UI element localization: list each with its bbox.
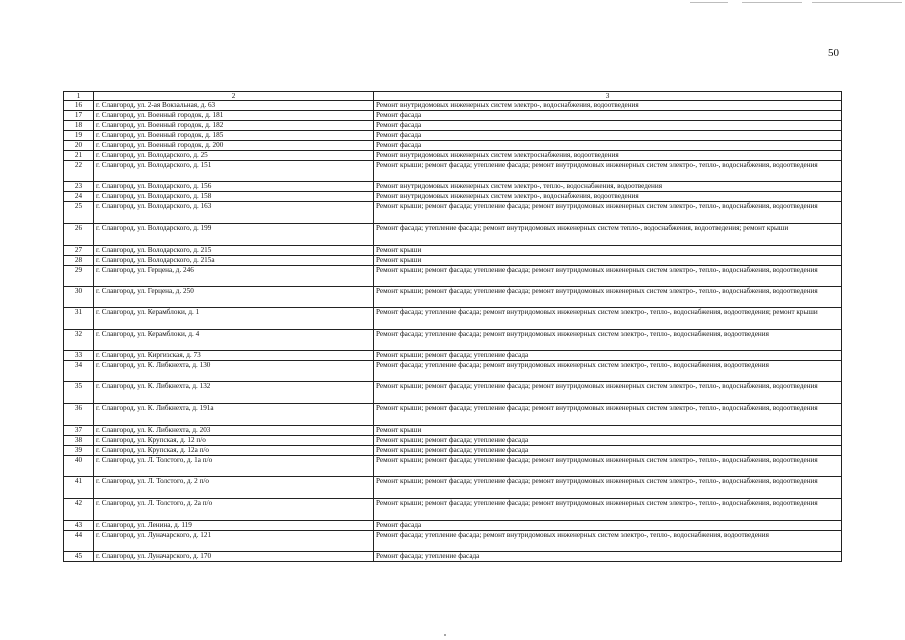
top-rule-right (812, 2, 902, 3)
work-description-cell: Ремонт крыши; ремонт фасада; утепление фасада; ремонт внутридомовых инженерных систем электро-, тепло-, водоснабжения, водоотведения (374, 499, 842, 521)
work-description-cell: Ремонт фасада; утепление фасада (374, 552, 842, 562)
row-number-cell: 21 (64, 151, 94, 161)
row-number-cell: 30 (64, 287, 94, 308)
work-description-cell: Ремонт фасада; утепление фасада; ремонт внутридомовых инженерных систем электро-, тепло-, водоснабжения, водоотведения (374, 330, 842, 351)
address-cell: г. Славгород, ул. Военный городок, д. 181 (94, 111, 374, 121)
table-row (64, 382, 842, 404)
work-description-cell: Ремонт фасада (374, 111, 842, 121)
row-number-cell: 40 (64, 456, 94, 477)
address-cell: г. Славгород, ул. К. Либкнехта, д. 132 (94, 382, 374, 404)
row-number-cell: 16 (64, 101, 94, 111)
work-description-cell: Ремонт фасада; утепление фасада; ремонт внутридомовых инженерных систем электро-, тепло-, водоснабжения, водоотведения; ремонт крыши (374, 308, 842, 330)
work-description-cell: Ремонт фасада; утепление фасада; ремонт внутридомовых инженерных систем электро-, тепло-, водоснабжения, водоотведения (374, 531, 842, 552)
table-row (64, 426, 842, 436)
address-cell: г. Славгород, ул. К. Либкнехта, д. 191а (94, 404, 374, 426)
table-row (64, 521, 842, 531)
address-cell: г. Славгород, ул. Герцена, д. 246 (94, 266, 374, 287)
work-description-cell: Ремонт фасада (374, 121, 842, 131)
table-row (64, 361, 842, 382)
table-row (64, 121, 842, 131)
address-cell: г. Славгород, ул. Володарского, д. 25 (94, 151, 374, 161)
address-cell: г. Славгород, ул. Керамблоки, д. 1 (94, 308, 374, 330)
row-number-cell: 28 (64, 256, 94, 266)
row-number-cell: 23 (64, 182, 94, 192)
table-row (64, 404, 842, 426)
table-row (64, 330, 842, 351)
row-number-cell: 18 (64, 121, 94, 131)
work-description-cell: Ремонт крыши; ремонт фасада; утепление фасада; ремонт внутридомовых инженерных систем электро-, тепло-, водоснабжения, водоотведения (374, 477, 842, 499)
row-number-cell: 17 (64, 111, 94, 121)
table-row (64, 131, 842, 141)
table-row (64, 351, 842, 361)
address-cell: г. Славгород, ул. Л. Толстого, д. 2 п/о (94, 477, 374, 499)
work-description-cell: Ремонт крыши; ремонт фасада; утепление фасада; ремонт внутридомовых инженерных систем электро-, тепло-, водоснабжения, водоотведения (374, 161, 842, 182)
work-description-cell: Ремонт крыши (374, 256, 842, 266)
work-description-cell: Ремонт крыши; ремонт фасада; утепление фасада; ремонт внутридомовых инженерных систем электро-, тепло-, водоснабжения, водоотведения (374, 202, 842, 224)
address-cell: г. Славгород, ул. Киргизская, д. 73 (94, 351, 374, 361)
row-number-cell: 42 (64, 499, 94, 521)
row-number-cell: 43 (64, 521, 94, 531)
address-cell: г. Славгород, ул. Л. Толстого, д. 2а п/о (94, 499, 374, 521)
page-number: 50 (828, 47, 839, 59)
table-row (64, 552, 842, 562)
address-cell: г. Славгород, ул. Л. Толстого, д. 1а п/о (94, 456, 374, 477)
row-number-cell: 34 (64, 361, 94, 382)
table-row (64, 456, 842, 477)
row-number-cell: 22 (64, 161, 94, 182)
work-description-cell: Ремонт крыши; ремонт фасада; утепление фасада; ремонт внутридомовых инженерных систем электро-, тепло-, водоснабжения, водоотведения (374, 266, 842, 287)
column-header-address: 2 (94, 92, 374, 101)
address-cell: г. Славгород, ул. Володарского, д. 215а (94, 256, 374, 266)
address-cell: г. Славгород, ул. Луначарского, д. 170 (94, 552, 374, 562)
table-row (64, 111, 842, 121)
row-number-cell: 35 (64, 382, 94, 404)
row-number-cell: 31 (64, 308, 94, 330)
table-row (64, 477, 842, 499)
work-description-cell: Ремонт фасада (374, 131, 842, 141)
row-number-cell: 26 (64, 224, 94, 246)
address-cell: г. Славгород, ул. Крупская, д. 12 п/о (94, 436, 374, 446)
row-number-cell: 36 (64, 404, 94, 426)
work-description-cell: Ремонт внутридомовых инженерных систем электро-, водоснабжения, водоотведения (374, 101, 842, 111)
address-cell: г. Славгород, ул. Ленина, д. 119 (94, 521, 374, 531)
address-cell: г. Славгород, ул. Володарского, д. 156 (94, 182, 374, 192)
row-number-cell: 39 (64, 446, 94, 456)
address-list-table (63, 91, 842, 562)
table-row (64, 182, 842, 192)
table-row (64, 161, 842, 182)
row-number-cell: 41 (64, 477, 94, 499)
work-description-cell: Ремонт фасада; утепление фасада; ремонт внутридомовых инженерных систем тепло-, водоснабжения, водоотведения; ремонт крыши (374, 224, 842, 246)
table-header-row (64, 92, 842, 101)
row-number-cell: 33 (64, 351, 94, 361)
address-cell: г. Славгород, ул. Герцена, д. 250 (94, 287, 374, 308)
table-row (64, 256, 842, 266)
row-number-cell: 20 (64, 141, 94, 151)
table-row (64, 266, 842, 287)
table-row (64, 202, 842, 224)
table-row (64, 499, 842, 521)
column-header-number: 1 (64, 92, 94, 101)
address-cell: г. Славгород, ул. Керамблоки, д. 4 (94, 330, 374, 351)
top-rule-mid (742, 2, 802, 3)
top-rule-left (690, 2, 728, 3)
row-number-cell: 27 (64, 246, 94, 256)
work-description-cell: Ремонт крыши (374, 426, 842, 436)
address-cell: г. Славгород, ул. 2-ая Вокзальная, д. 63 (94, 101, 374, 111)
address-cell: г. Славгород, ул. Военный городок, д. 185 (94, 131, 374, 141)
work-description-cell: Ремонт фасада; утепление фасада; ремонт внутридомовых инженерных систем электро-, тепло-, водоснабжения, водоотведения (374, 361, 842, 382)
work-description-cell: Ремонт крыши; ремонт фасада; утепление фасада (374, 436, 842, 446)
row-number-cell: 25 (64, 202, 94, 224)
address-cell: г. Славгород, ул. Крупская, д. 12а п/о (94, 446, 374, 456)
address-cell: г. Славгород, ул. Военный городок, д. 182 (94, 121, 374, 131)
address-cell: г. Славгород, ул. Володарского, д. 151 (94, 161, 374, 182)
row-number-cell: 45 (64, 552, 94, 562)
work-description-cell: Ремонт крыши; ремонт фасада; утепление фасада (374, 351, 842, 361)
address-cell: г. Славгород, ул. К. Либкнехта, д. 130 (94, 361, 374, 382)
address-cell: г. Славгород, ул. К. Либкнехта, д. 203 (94, 426, 374, 436)
row-number-cell: 29 (64, 266, 94, 287)
scan-speck (444, 634, 446, 636)
column-header-work: 3 (374, 92, 842, 101)
address-cell: г. Славгород, ул. Володарского, д. 199 (94, 224, 374, 246)
address-cell: г. Славгород, ул. Володарского, д. 158 (94, 192, 374, 202)
table-row (64, 436, 842, 446)
row-number-cell: 38 (64, 436, 94, 446)
work-description-cell: Ремонт крыши (374, 246, 842, 256)
table-row (64, 287, 842, 308)
table-row (64, 224, 842, 246)
work-description-cell: Ремонт крыши; ремонт фасада; утепление фасада; ремонт внутридомовых инженерных систем электро-, тепло-, водоснабжения, водоотведения (374, 382, 842, 404)
table-row (64, 446, 842, 456)
table-row (64, 101, 842, 111)
address-cell: г. Славгород, ул. Володарского, д. 163 (94, 202, 374, 224)
row-number-cell: 19 (64, 131, 94, 141)
address-cell: г. Славгород, ул. Володарского, д. 215 (94, 246, 374, 256)
row-number-cell: 44 (64, 531, 94, 552)
table-row (64, 151, 842, 161)
row-number-cell: 32 (64, 330, 94, 351)
row-number-cell: 24 (64, 192, 94, 202)
table-row (64, 531, 842, 552)
table-row (64, 192, 842, 202)
work-description-cell: Ремонт внутридомовых инженерных систем электроснабжения, водоотведения (374, 151, 842, 161)
work-description-cell: Ремонт фасада (374, 141, 842, 151)
table-row (64, 308, 842, 330)
table-row (64, 141, 842, 151)
work-description-cell: Ремонт фасада (374, 521, 842, 531)
address-cell: г. Славгород, ул. Луначарского, д. 121 (94, 531, 374, 552)
work-description-cell: Ремонт крыши; ремонт фасада; утепление фасада; ремонт внутридомовых инженерных систем электро-, тепло-, водоснабжения, водоотведения (374, 456, 842, 477)
work-description-cell: Ремонт внутридомовых инженерных систем электро-, тепло-, водоснабжения, водоотведения (374, 182, 842, 192)
table-row (64, 246, 842, 256)
row-number-cell: 37 (64, 426, 94, 436)
work-description-cell: Ремонт внутридомовых инженерных систем электро-, водоснабжения, водоотведения (374, 192, 842, 202)
work-description-cell: Ремонт крыши; ремонт фасада; утепление фасада; ремонт внутридомовых инженерных систем электро-, тепло-, водоснабжения, водоотведения (374, 287, 842, 308)
work-description-cell: Ремонт крыши; ремонт фасада; утепление фасада; ремонт внутридомовых инженерных систем электро-, тепло-, водоснабжения, водоотведения (374, 404, 842, 426)
work-description-cell: Ремонт крыши; ремонт фасада; утепление фасада (374, 446, 842, 456)
address-cell: г. Славгород, ул. Военный городок, д. 200 (94, 141, 374, 151)
